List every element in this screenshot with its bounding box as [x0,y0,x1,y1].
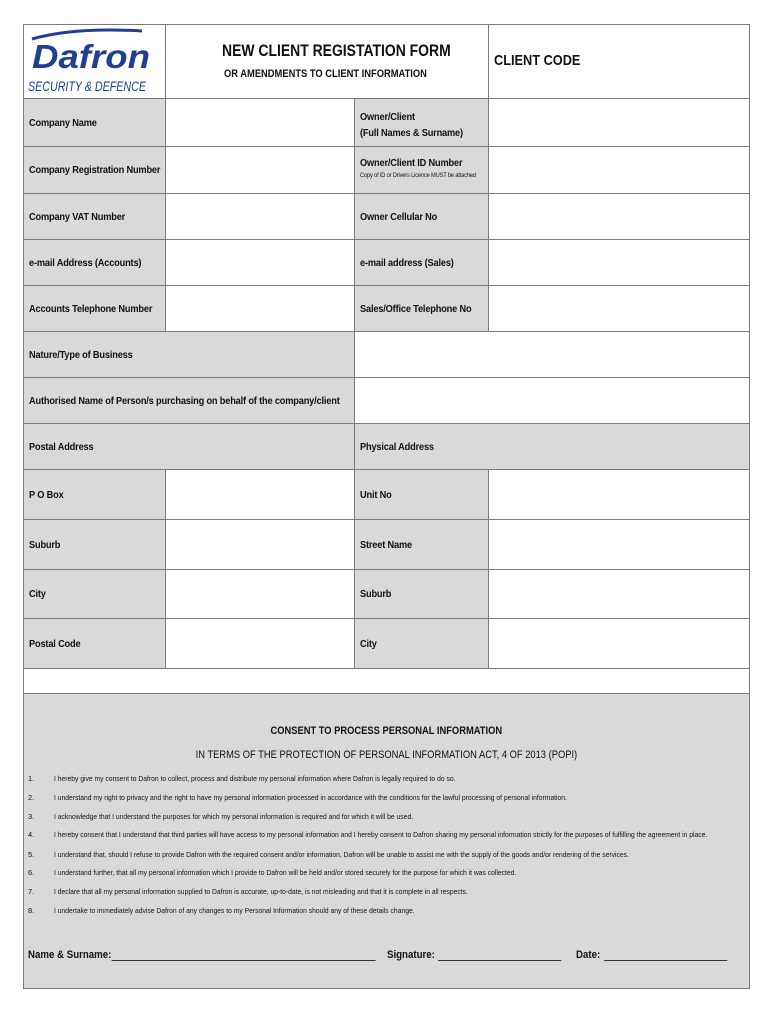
client-code-label: CLIENT CODE [494,52,581,69]
accounts-tel-label: Accounts Telephone Number [29,302,153,315]
physical-address-label: Physical Address [360,440,434,453]
dafron-logo [24,25,165,98]
owner-client-label-cell [354,98,489,147]
street-name-field[interactable] [488,519,750,570]
signature-label: Signature: [387,949,435,961]
nature-field[interactable] [354,331,750,378]
company-name-label-cell [23,98,166,147]
city-right-label-cell [354,618,489,669]
street-name-label: Street Name [360,538,412,551]
owner-cell-label-cell [354,193,489,240]
suburb-right-label-cell [354,569,489,619]
title-cell [165,24,489,99]
city-left-label-cell [23,569,166,619]
city-left-label: City [29,588,46,600]
po-box-label-cell [23,469,166,520]
email-accounts-label: e-mail Address (Accounts) [29,256,142,269]
company-name-field[interactable] [165,98,355,147]
logo-tagline-text: SECURITY & DEFENCE [28,78,147,94]
company-vat-label: Company VAT Number [29,210,126,223]
suburb-left-field[interactable] [165,519,355,570]
logo-cell [23,24,166,99]
owner-id-label: Owner/Client ID Number Copy of ID or Drivers Licence MUST be attached [360,157,476,179]
po-box-field[interactable] [165,469,355,520]
consent-subtitle: IN TERMS OF THE PROTECTION OF PERSONAL INFORMATION ACT, 4 OF 2013 (POPI) [195,749,578,761]
client-code-cell[interactable] [488,24,750,99]
company-reg-label-cell [23,146,166,194]
consent-section: CONSENT TO PROCESS PERSONAL INFORMATION IN TERMS OF THE PROTECTION OF PERSONAL INFORMATION ACT, 4 OF 2013 (POPI) 1. I hereby give my consent to Dafron to collect, process and distribute my personal information where Dafron is legally required to do so. 2. I understand my right to privacy and the right to have my personal information processed in accordance with the conditions for the lawful processing of personal information. 3. I acknowledge that I understand the purposes for which my personal information is required and for which it will be used. 4. I hereby consent that I understand that third parties will have access to my personal information and I hereby consent to Dafron sharing my personal information strictly for the purposes of fulfilling the agreement in place. 5. I understand that, should I refuse to provide Dafron with the required consent and/or information, Dafron will be unable to assist me with the supply of the goods and/or rendering of the services. 6. I understand further, that all my personal information which I provide to Dafron will be held and/or stored securely for the purpose for which it was collected. 7. I declare that all my personal information supplied to Dafron is accurate, up-to-date, is not misleading and that it is complete in all respects. 8. I undertake to immediately advise Dafron of any changes to my Personal Information should any of these details change. Name & Surname: Signature: Date: [23,693,750,989]
logo-brand-text: Dafron [32,38,150,75]
email-sales-field[interactable] [488,239,750,286]
unit-no-label-cell [354,469,489,520]
name-surname-line[interactable] [111,950,375,961]
accounts-tel-field[interactable] [165,285,355,332]
signature-field[interactable] [387,949,562,961]
street-name-label-cell [354,519,489,570]
email-accounts-label-cell [23,239,166,286]
unit-no-label: Unit No [360,488,392,501]
email-sales-label: e-mail address (Sales) [360,256,454,269]
postal-address-label: Postal Address [29,440,94,453]
postal-code-field[interactable] [165,618,355,669]
date-field[interactable] [576,949,727,961]
company-reg-label: Company Registration Number [29,164,161,176]
postal-code-label: Postal Code [29,637,81,650]
company-name-label: Company Name [29,116,97,129]
sales-tel-label-cell [354,285,489,332]
spacer-row [23,668,750,694]
date-label: Date: [576,949,601,961]
owner-cell-label: Owner Cellular No [360,210,438,223]
owner-client-field[interactable] [488,98,750,147]
suburb-right-field[interactable] [488,569,750,619]
signature-line[interactable] [438,950,561,961]
company-reg-field[interactable] [165,146,355,194]
city-right-label: City [360,637,377,650]
nature-label: Nature/Type of Business [29,348,133,361]
unit-no-field[interactable] [488,469,750,520]
nature-label-cell [23,331,355,378]
name-surname-label: Name & Surname: [28,949,112,961]
email-accounts-field[interactable] [165,239,355,286]
owner-id-note: Copy of ID or Drivers Licence MUST be attached [360,172,476,179]
form-subtitle: OR AMENDMENTS TO CLIENT INFORMATION [224,68,427,80]
city-right-field[interactable] [488,618,750,669]
form-title: NEW CLIENT REGISTATION FORM [222,41,451,60]
city-left-field[interactable] [165,569,355,619]
postal-address-header [23,423,355,470]
consent-title: CONSENT TO PROCESS PERSONAL INFORMATION [270,725,503,737]
suburb-left-label-cell [23,519,166,570]
name-surname-field[interactable] [28,949,375,961]
sales-tel-field[interactable] [488,285,750,332]
company-vat-field[interactable] [165,193,355,240]
po-box-label: P O Box [29,488,64,501]
company-vat-label-cell [23,193,166,240]
owner-id-field[interactable] [488,146,750,194]
authorised-field[interactable] [354,377,750,424]
postal-code-label-cell [23,618,166,669]
email-sales-label-cell [354,239,489,286]
owner-cell-field[interactable] [488,193,750,240]
authorised-label: Authorised Name of Person/s purchasing on behalf of the company/client [29,394,340,407]
sales-tel-label: Sales/Office Telephone No [360,302,472,315]
date-line[interactable] [604,950,727,961]
owner-client-label: Owner/Client (Full Names & Surname) [360,111,463,139]
suburb-right-label: Suburb [360,588,392,600]
suburb-left-label: Suburb [29,538,61,551]
accounts-tel-label-cell [23,285,166,332]
physical-address-header [354,423,750,470]
authorised-label-cell [23,377,355,424]
owner-id-label-cell [354,146,489,194]
